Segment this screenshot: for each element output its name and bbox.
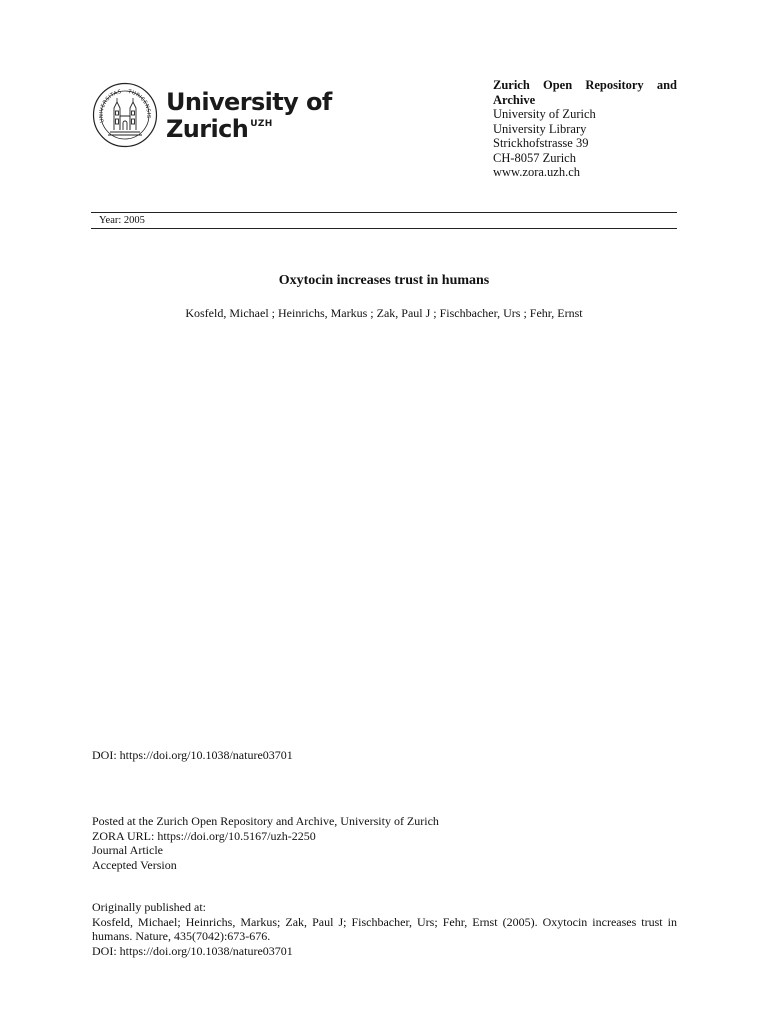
university-seal-icon: [92, 82, 158, 148]
citation-text: Kosfeld, Michael; Heinrichs, Markus; Zak, Paul J; Fischbacher, Urs; Fehr, Ernst (2005). Oxytocin increases trust in humans. Nature, 435(7042):673-676.: [92, 914, 677, 943]
repository-website[interactable]: www.zora.uzh.ch: [493, 165, 580, 179]
seal-text-right: TURICENSIS: [127, 89, 152, 119]
posted-line: Posted at the Zurich Open Repository and Archive, University of Zurich: [92, 814, 439, 828]
university-logo: [92, 82, 332, 148]
original-publication: [92, 900, 677, 958]
wordmark-line-2: [166, 114, 332, 143]
university-wordmark: [166, 87, 332, 143]
doi-line[interactable]: DOI: https://doi.org/10.1038/nature03701: [92, 748, 293, 762]
wordmark-uzh: UZH: [250, 118, 273, 129]
repository-address: [493, 78, 677, 180]
address-line: University Library: [493, 121, 587, 136]
address-line: Strickhofstrasse 39: [493, 136, 589, 150]
original-doi[interactable]: DOI: https://doi.org/10.1038/nature03701: [92, 943, 293, 958]
posted-info: [92, 814, 439, 872]
year-band: [91, 212, 677, 229]
paper-authors: Kosfeld, Michael ; Heinrichs, Markus ; Zak, Paul J ; Fischbacher, Urs ; Fehr, Ernst: [185, 306, 583, 320]
wordmark-line-1: University of: [166, 87, 332, 116]
year-label: Year: 2005: [99, 215, 145, 226]
zora-url[interactable]: ZORA URL: https://doi.org/10.5167/uzh-2250: [92, 828, 316, 843]
original-heading: Originally published at:: [92, 900, 206, 914]
seal-text-left: UNIVERSITAS: [98, 89, 123, 124]
wordmark-zurich: Zurich: [166, 114, 249, 143]
address-line: University of Zurich: [493, 107, 596, 121]
paper-title: Oxytocin increases trust in humans: [278, 273, 490, 288]
repository-name: Zurich Open Repository and Archive: [493, 78, 677, 107]
address-line: CH-8057 Zurich: [493, 150, 576, 165]
document-version: Accepted Version: [92, 857, 177, 872]
document-type: Journal Article: [92, 843, 163, 857]
